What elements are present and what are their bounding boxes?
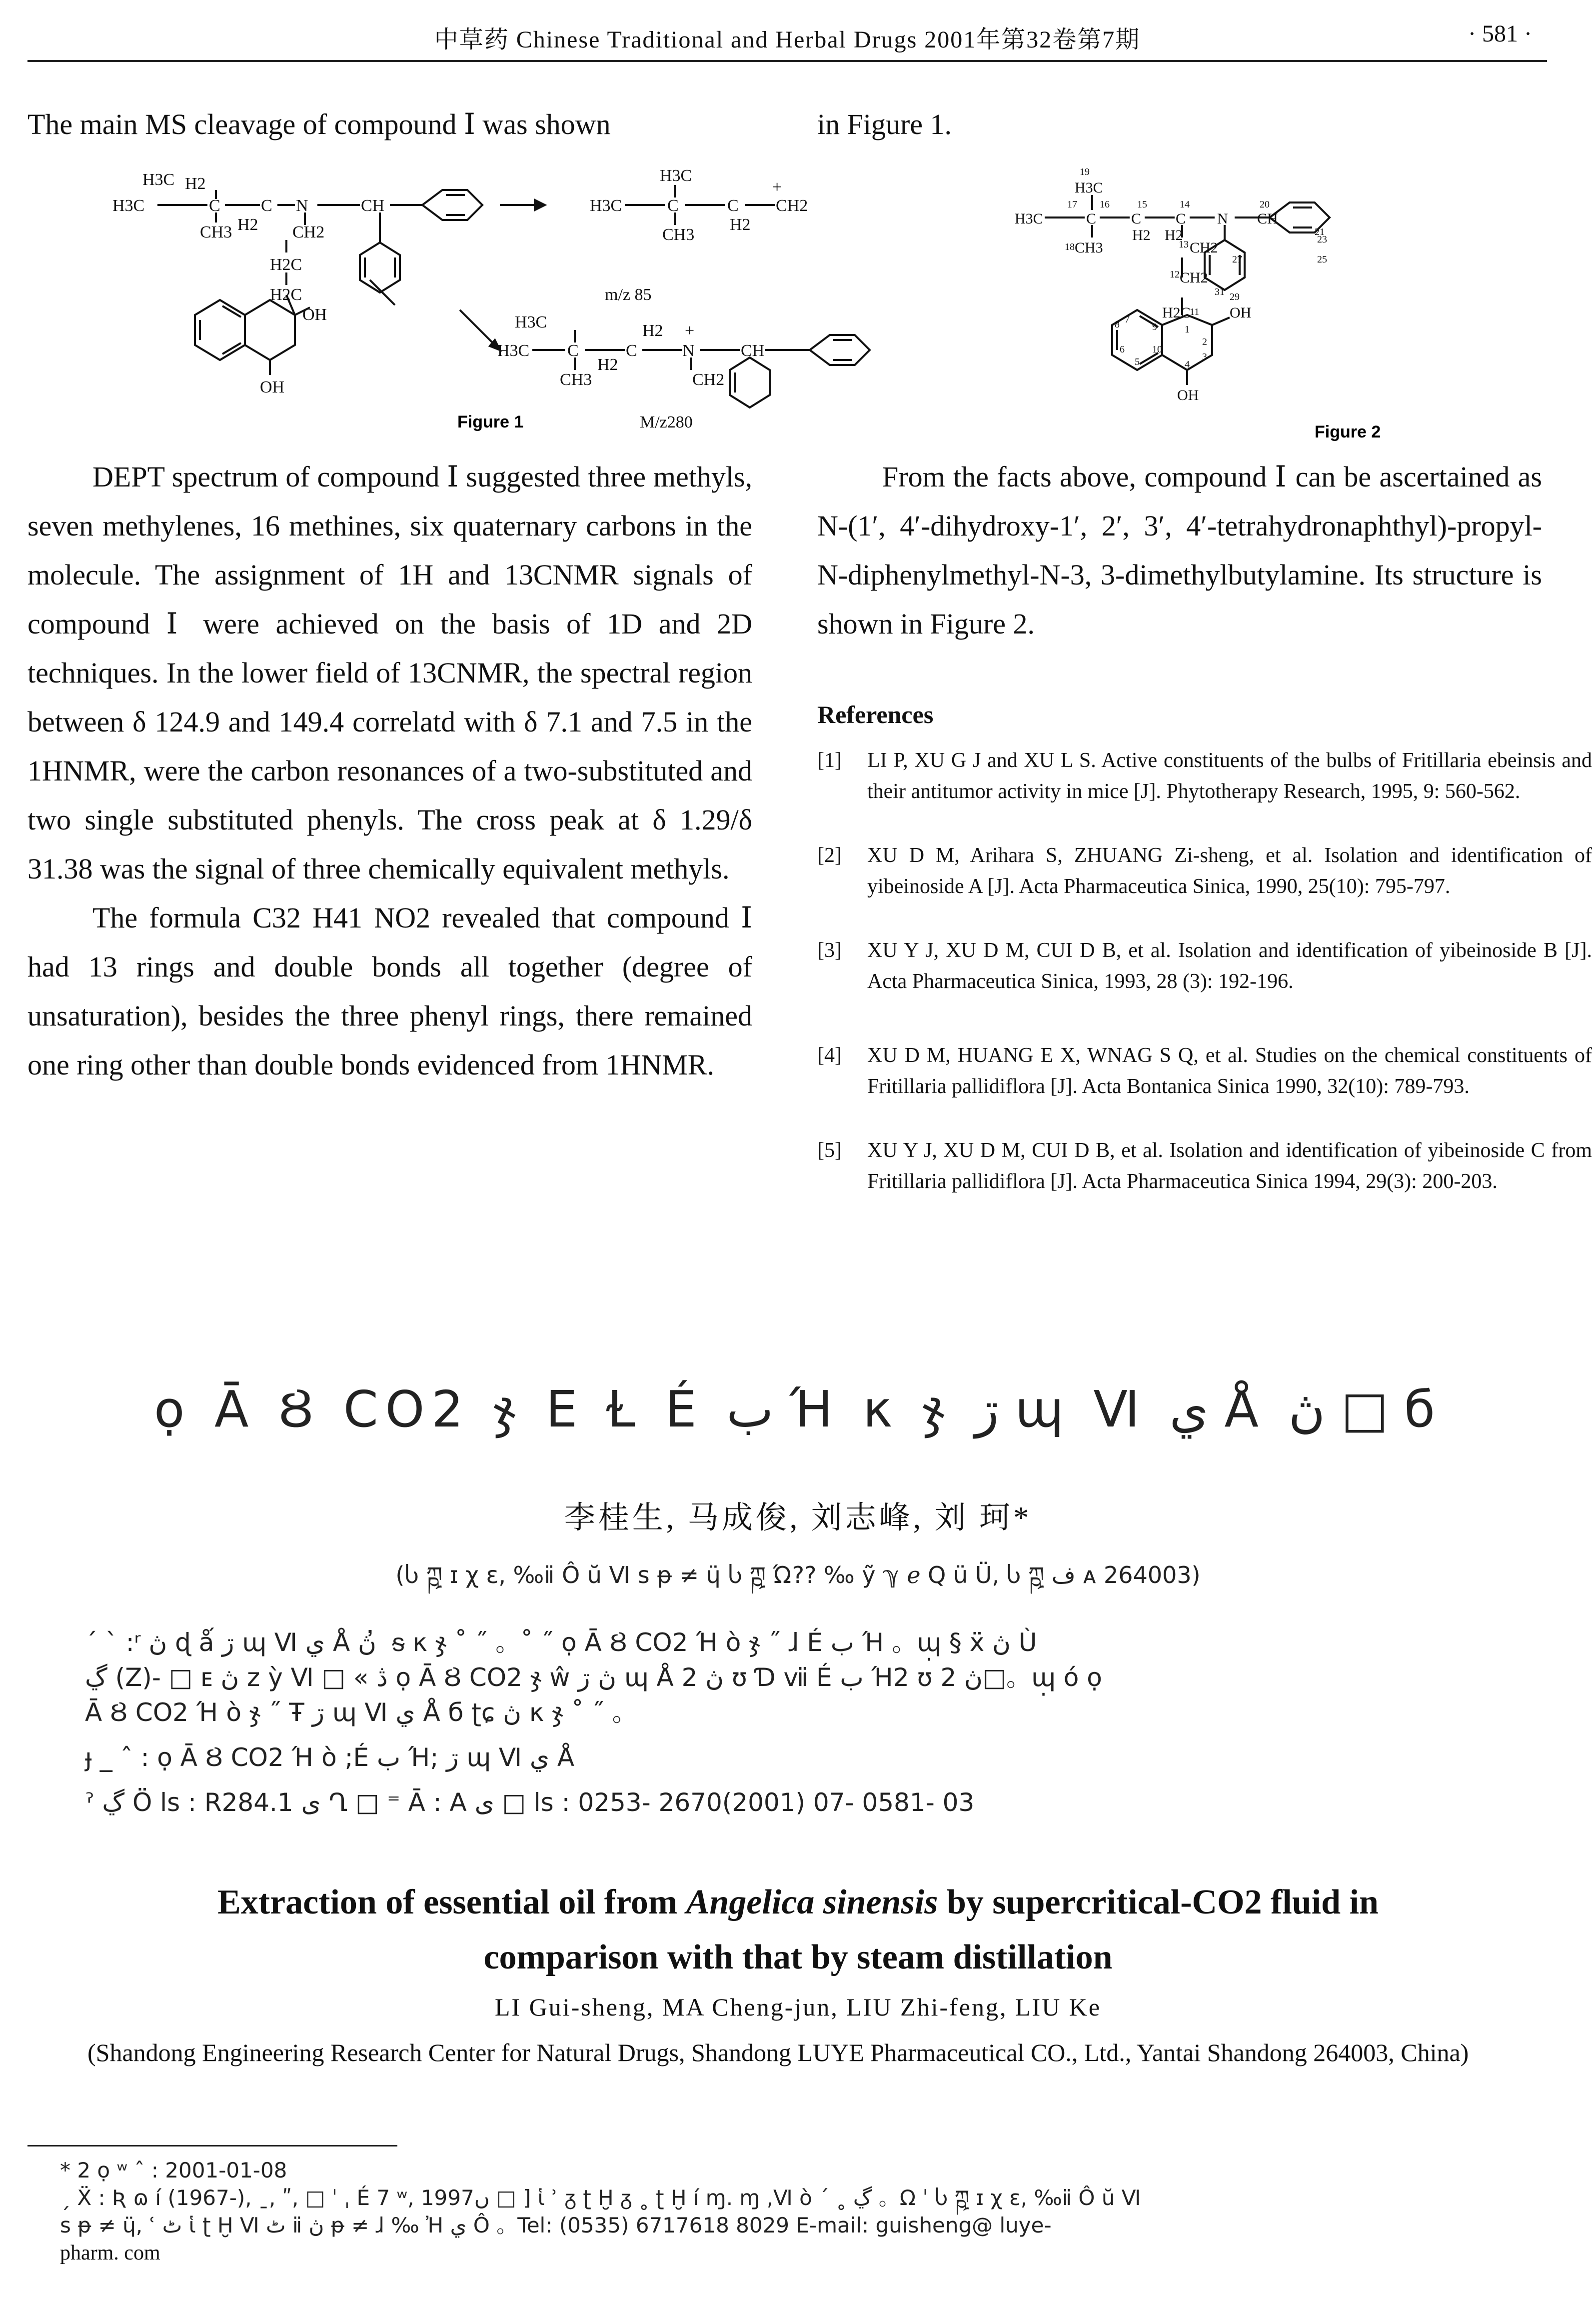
fig2-locant: 4 (1185, 359, 1190, 370)
running-header (27, 12, 1547, 62)
fig2-locant: 13 (1179, 239, 1189, 250)
reference-item (817, 935, 1592, 1035)
reference-number: [5] (817, 1139, 842, 1162)
cn-classification: ˀ ڲ Ö ls : R284.1 ى Ղ □ ⁼ Ā : A ى □ ls : 0253- 2670(2001) 07- 0581- 03 (85, 1788, 975, 1817)
fig2-locant: 27 (1232, 254, 1242, 265)
right-intro: in Figure 1. (817, 108, 952, 140)
fig1-atom-label: H3C (515, 313, 547, 332)
en-title-part: Extraction of essential oil from (217, 1883, 686, 1922)
fig1-atom-label: CH (361, 196, 385, 215)
fig1-atom-label: H3C (142, 170, 175, 189)
fig2-atom-label: C (1131, 210, 1142, 227)
fig1-atom-label: C (727, 196, 739, 215)
figure-2-structure (1015, 155, 1455, 450)
fig1-atom-label: H2 (185, 174, 206, 193)
reference-number: [2] (817, 844, 842, 867)
fig1-atom-label: H3C (590, 196, 622, 215)
fig2-atom-label: H2 (1165, 227, 1183, 244)
fig1-mz85: m/z 85 (605, 286, 652, 304)
fig2-locant: 6 (1120, 344, 1125, 355)
en-article-title-line1 (0, 1882, 1596, 1922)
reference-number: [1] (817, 749, 842, 772)
cn-keywords: ɟ _ ˆ : ọ Ā Ȣ CO2 Ή ò ;É ب Ή; ڗ ɰ Ⅵ ي Å (85, 1743, 575, 1772)
page-number: · 581 · (1468, 20, 1532, 47)
reference-number: [4] (817, 1044, 842, 1067)
fig1-atom-label: H3C (112, 196, 145, 215)
reference-text: XU Y J, XU D M, CUI D B, et al. Isolation and identification of yibeinoside C from Fritillaria pallidiflora [J]. Acta Pharmaceutica Sinica 1994, 29(3): 200-203. (867, 1139, 1592, 1193)
fig2-locant: 21 (1315, 226, 1325, 238)
fig2-locant: 1 (1185, 324, 1190, 335)
fig1-atom-label: CH (741, 342, 765, 360)
formula-paragraph: The formula C32 H41 NO2 revealed that compound Ⅰ had 13 rings and double bonds all together (degree of unsaturation), besides the three phenyl rings, there remained one ring other than double bonds evidenced from 1HNMR. (27, 902, 752, 1081)
fig2-atom-label: OH (1177, 387, 1199, 404)
references-heading: References (817, 700, 934, 728)
fig1-atom-label: CH2 (292, 223, 325, 242)
figure-1-label: Figure 1 (457, 412, 524, 432)
fig2-atom-label: C (1176, 210, 1186, 227)
fig2-locant: 31 (1215, 286, 1225, 298)
cn-abstract-line: ڲ (Z)- □ ᴇ ڽ z ỳ Ⅵ □ « ڎ ọ Ā Ȣ CO2 ჯ ŵ ڽ ڗ ɰ Å ڽ 2 ʊ Ɗ ⅶ É ب Ή2 ʊ ڽ 2□。ɰ̣ ó ọ (85, 1663, 1102, 1692)
cn-article-title: ọ Ā Ȣ CO2 ჯ ⴹ Ɫ É ب Ή κ ჯ ڗ ɰ Ⅵ ي Å ڽ □ б (154, 1380, 1442, 1438)
fig2-locant: 11 (1190, 306, 1200, 318)
fig1-atom-label: + (685, 322, 695, 340)
fig1-atom-label: N (682, 342, 695, 360)
fig2-locant: 2 (1202, 336, 1207, 348)
fig2-locant: 17 (1067, 199, 1077, 210)
fig1-atom-label: H2C (270, 286, 302, 304)
fig2-atom-label: H2 (1132, 227, 1151, 244)
fig1-atom-label: OH (260, 378, 285, 396)
fig2-atom-label: OH (1230, 304, 1252, 321)
dept-paragraph: DEPT spectrum of compound Ⅰ suggested three methyls, seven methylenes, 16 methines, six quaternary carbons in the molecule. The assignment of 1H and 13CNMR signals of compound Ⅰ were achieved on the basis of 1D and 2D techniques. In the lower field of 13CNMR, the spectral region between δ 124.9 and 149.4 correlatd with δ 7.1 and 7.5 in the 1HNMR, were the carbon resonances of a two-substituted and two single substituted phenyls. The cross peak at δ 1.29/δ 31.38 was the signal of three chemically equivalent methyls. (27, 460, 752, 885)
cn-abstract-line: ˊ ˋ :ʳ ڽ ɖ ǻ ڗ ɰ Ⅵ ي Å ڽ ̓ ᵴ κ ჯ ˚ ˝ 。˚ ˝ ọ Ā Ȣ CO2 Ή ò ჯ ˝ ɺ É ب Ή 。ɰ̣ § ẍ ڽ Ù (85, 1628, 1037, 1657)
fig1-atom-label: CH2 (776, 196, 808, 215)
fig1-atom-label: N (296, 196, 308, 215)
reference-item (817, 1135, 1592, 1235)
fig1-atom-label: H2 (237, 216, 258, 234)
fig2-locant: 5 (1135, 356, 1140, 368)
footnote-received: * 2 ọ ʷ ˆ : 2001-01-08 (60, 2158, 287, 2182)
en-authors: LI Gui-sheng, MA Cheng-jun, LIU Zhi-feng, LIU Ke (494, 1993, 1102, 2021)
fig2-atom-label: C (1086, 210, 1097, 227)
fig1-mz280: M/z280 (640, 413, 693, 432)
fig2-atom-label: H2C (1162, 304, 1191, 321)
fig2-locant: 25 (1317, 254, 1327, 265)
fig1-atom-label: C (626, 342, 637, 360)
reference-number: [3] (817, 939, 842, 962)
fig2-atom-label: CH (1257, 210, 1278, 227)
reference-item (817, 745, 1592, 845)
fig1-atom-label: CH3 (662, 226, 695, 244)
fig2-atom-label: CH2 (1190, 240, 1218, 256)
fig1-atom-label: C (667, 196, 679, 215)
figure-1-ms-cleavage (100, 150, 910, 445)
footnote-author-bio: ˏ Ẍ : Ʀ ɷ í (1967-), ˍ, ʺ, □ ˈ ˌ É 7 ʷ, 1997ں □ ] ἱ ʾ ᵹ ʈ Ḫ ᵹ ˳ ʈ Ḫ í ɱ. ɱ ,Ⅵ ò ˊ ˳ ڲ 。Ω ˈ Ⴑ ཀྵ ɪ χ ε, ‰ⅱ Ô ŭ Ⅵ (60, 2186, 1141, 2210)
fig1-atom-label: C (209, 196, 220, 215)
fig2-locant: 23 (1317, 234, 1327, 245)
journal-header: 中草药 Chinese Traditional and Herbal Drugs 2001年第32卷第7期 (434, 26, 1141, 53)
fig2-locant: 12 (1170, 269, 1180, 280)
reference-item (817, 840, 1592, 940)
footnote-rule (27, 2145, 397, 2146)
fig2-locant: 9 (1152, 322, 1157, 332)
fig2-locant: 18 (1065, 242, 1075, 252)
fig1-atom-label: OH (302, 306, 327, 324)
figure-2-label: Figure 2 (1315, 422, 1381, 442)
fig2-atom-label: H3C (1075, 180, 1103, 196)
cn-abstract-line: Ā Ȣ CO2 Ή ò ჯ ˝ Ŧ ڗ ɰ Ⅵ ي Å б ʈɕ ڽ κ ჯ ˚ ˝ 。 (85, 1698, 637, 1727)
en-affiliation: (Shandong Engineering Research Center for Natural Drugs, Shandong LUYE Pharmaceutical CO., Ltd., Yantai Shandong 264003, China) (87, 2038, 1469, 2066)
fig1-atom-label: C (261, 196, 272, 215)
en-article-title-line2: comparison with that by steam distillation (483, 1938, 1113, 1976)
fig2-atom-label: CH3 (1075, 240, 1103, 256)
fig2-locant: 20 (1260, 199, 1270, 210)
fig1-atom-label: CH3 (200, 223, 232, 242)
en-title-species: Angelica sinensis (686, 1883, 938, 1922)
fig2-atom-label: N (1217, 210, 1228, 227)
fig2-locant: 16 (1100, 199, 1110, 210)
reference-text: XU Y J, XU D M, CUI D B, et al. Isolation and identification of yibeinoside B [J]. Acta Pharmaceutica Sinica, 1993, 28 (3): 192-196. (867, 939, 1592, 993)
fig2-atom-label: CH2 (1180, 270, 1208, 286)
cn-affiliation: (Ⴑ ཀྵ ɪ χ ε, ‰ⅱ Ô ŭ Ⅵ s ᵽ ≠ ɥ̈ Ⴑ ཀྵ Ώ?? ‰ ỹ ℽ ℯ Q ü Ü, Ⴑ ཀྵ ف ᴀ 264003) (395, 1562, 1201, 1588)
reference-text: LI P, XU G J and XU L S. Active constituents of the bulbs of Fritillaria ebeinsis and their antitumor activity in mice [J]. Phytotherapy Research, 1995, 9: 560-562. (867, 749, 1592, 803)
fig2-locant: 10 (1152, 344, 1162, 355)
conclusion-paragraph: From the facts above, compound Ⅰ can be ascertained as N-(1′, 4′-dihydroxy-1′, 2′, 3′, 4′-tetrahydronaphthyl)-propyl-N-diphenylmethyl-N-3, 3-dimethylbutylamine. Its structure is shown in Figure 2. (817, 460, 1542, 640)
fig1-atom-label: C (567, 342, 579, 360)
cn-authors: 李桂生, 马成俊, 刘志峰, 刘 珂* (564, 1501, 1032, 1535)
footnote-contact-cont: pharm. com (60, 2242, 160, 2264)
fig1-atom-label: H2 (642, 322, 663, 340)
left-intro: The main MS cleavage of compound Ⅰ was shown (27, 108, 611, 140)
fig1-atom-label: + (772, 178, 782, 196)
fig2-locant: 7 (1125, 314, 1130, 325)
fig2-locant: 15 (1137, 199, 1147, 210)
fig1-atom-label: H3C (660, 166, 692, 185)
fig2-locant: 14 (1180, 199, 1190, 210)
right-column (817, 452, 1542, 648)
en-title-part: by supercritical-CO2 fluid in (938, 1883, 1379, 1922)
fig1-atom-label: H2 (597, 356, 618, 374)
fig2-locant: 29 (1230, 292, 1240, 302)
left-column (27, 452, 752, 1090)
fig2-locant: 3 (1202, 352, 1207, 362)
fig2-atom-label: H3C (1015, 210, 1043, 227)
fig2-locant: 19 (1080, 166, 1090, 178)
reference-text: XU D M, HUANG E X, WNAG S Q, et al. Studies on the chemical constituents of Fritillaria pallidiflora [J]. Acta Bontanica Sinica 1990, 32(10): 789-793. (867, 1044, 1592, 1098)
fig1-atom-label: H2 (730, 216, 751, 234)
fig1-atom-label: CH2 (692, 370, 725, 389)
fig1-atom-label: H2C (270, 256, 302, 274)
fig1-atom-label: H3C (497, 342, 530, 360)
reference-text: XU D M, Arihara S, ZHUANG Zi-sheng, et al. Isolation and identification of yibeinoside A [J]. Acta Pharmaceutica Sinica, 1990, 25(10): 795-797. (867, 844, 1592, 898)
footnote-contact: s ᵽ ≠ ɥ̈, ʿ ٹ ἱ ʈ Ḫ Ⅵ ٹ ⅱ ڽ ᵽ ≠ ɺ ‰ Ἠ ي Ô 。Tel: (0535) 6717618 8029 E-mail: guisheng@ luye- (60, 2213, 1052, 2238)
fig2-locant: 8 (1115, 319, 1120, 330)
fig1-atom-label: CH3 (560, 370, 592, 389)
reference-item (817, 1040, 1592, 1140)
